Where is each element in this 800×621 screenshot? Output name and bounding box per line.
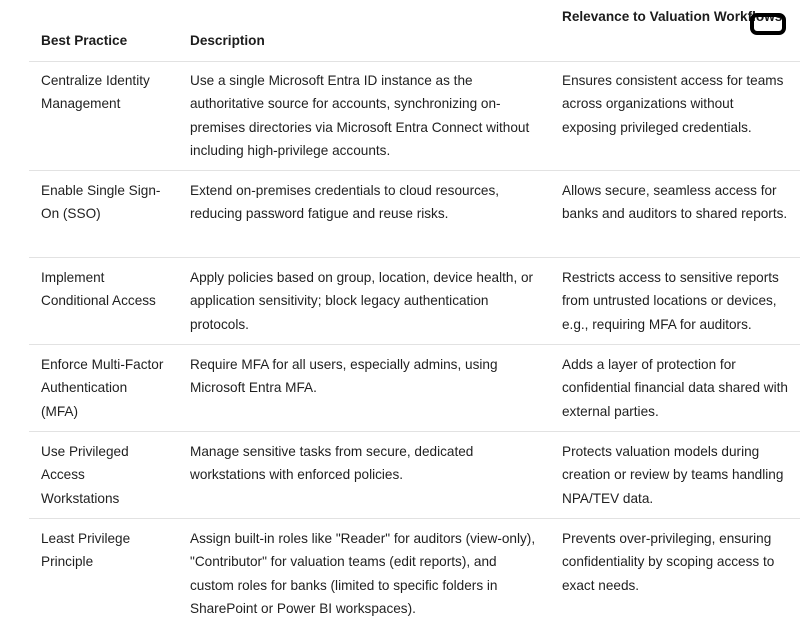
practice-cell: Use Privileged Access Workstations bbox=[41, 444, 129, 506]
description-cell: Extend on-premises credentials to cloud resources, reducing password fatigue and reuse risks. bbox=[190, 183, 500, 222]
relevance-cell: Allows secure, seamless access for banks and auditors to shared reports. bbox=[562, 183, 788, 222]
table-row bbox=[29, 258, 800, 345]
description-cell: Assign built-in roles like "Reader" for auditors (view-only), "Contributor" for valuation teams (edit reports), and custom roles for banks (limited to specific folders in SharePoint or Power BI workspaces). bbox=[190, 531, 536, 616]
relevance-cell: Prevents over-privileging, ensuring confidentiality by scoping access to exact needs. bbox=[562, 531, 775, 593]
best-practices-table bbox=[29, 0, 800, 621]
practice-cell: Implement Conditional Access bbox=[41, 270, 156, 309]
practice-cell: Enforce Multi-Factor Authentication (MFA) bbox=[41, 357, 164, 419]
relevance-cell: Adds a layer of protection for confidential financial data shared with external parties. bbox=[562, 357, 788, 419]
table-row bbox=[29, 171, 800, 258]
table-row bbox=[29, 345, 800, 432]
header-best-practice: Best Practice bbox=[41, 33, 128, 48]
description-cell: Use a single Microsoft Entra ID instance as the authoritative source for accounts, synchronizing on-premises directories via Microsoft Entra Connect without including high-privilege accounts. bbox=[190, 73, 530, 158]
practice-cell: Centralize Identity Management bbox=[41, 73, 150, 112]
relevance-cell: Ensures consistent access for teams across organizations without exposing privileged credentials. bbox=[562, 73, 784, 135]
table-row bbox=[29, 519, 800, 621]
header-description: Description bbox=[190, 33, 265, 48]
description-cell: Manage sensitive tasks from secure, dedicated workstations with enforced policies. bbox=[190, 444, 474, 483]
header-relevance: Relevance to Valuation Workflows bbox=[562, 9, 783, 24]
description-cell: Apply policies based on group, location, device health, or application sensitivity; block legacy authentication protocols. bbox=[190, 270, 534, 332]
rounded-rectangle-icon bbox=[750, 13, 786, 35]
table-header-row bbox=[29, 0, 800, 62]
table-row bbox=[29, 62, 800, 171]
relevance-cell: Restricts access to sensitive reports from untrusted locations or devices, e.g., requiring MFA for auditors. bbox=[562, 270, 779, 332]
practice-cell: Enable Single Sign-On (SSO) bbox=[41, 183, 161, 222]
table-row bbox=[29, 432, 800, 519]
description-cell: Require MFA for all users, especially admins, using Microsoft Entra MFA. bbox=[190, 357, 498, 396]
relevance-cell: Protects valuation models during creation or review by teams handling NPA/TEV data. bbox=[562, 444, 784, 506]
practice-cell: Least Privilege Principle bbox=[41, 531, 131, 570]
